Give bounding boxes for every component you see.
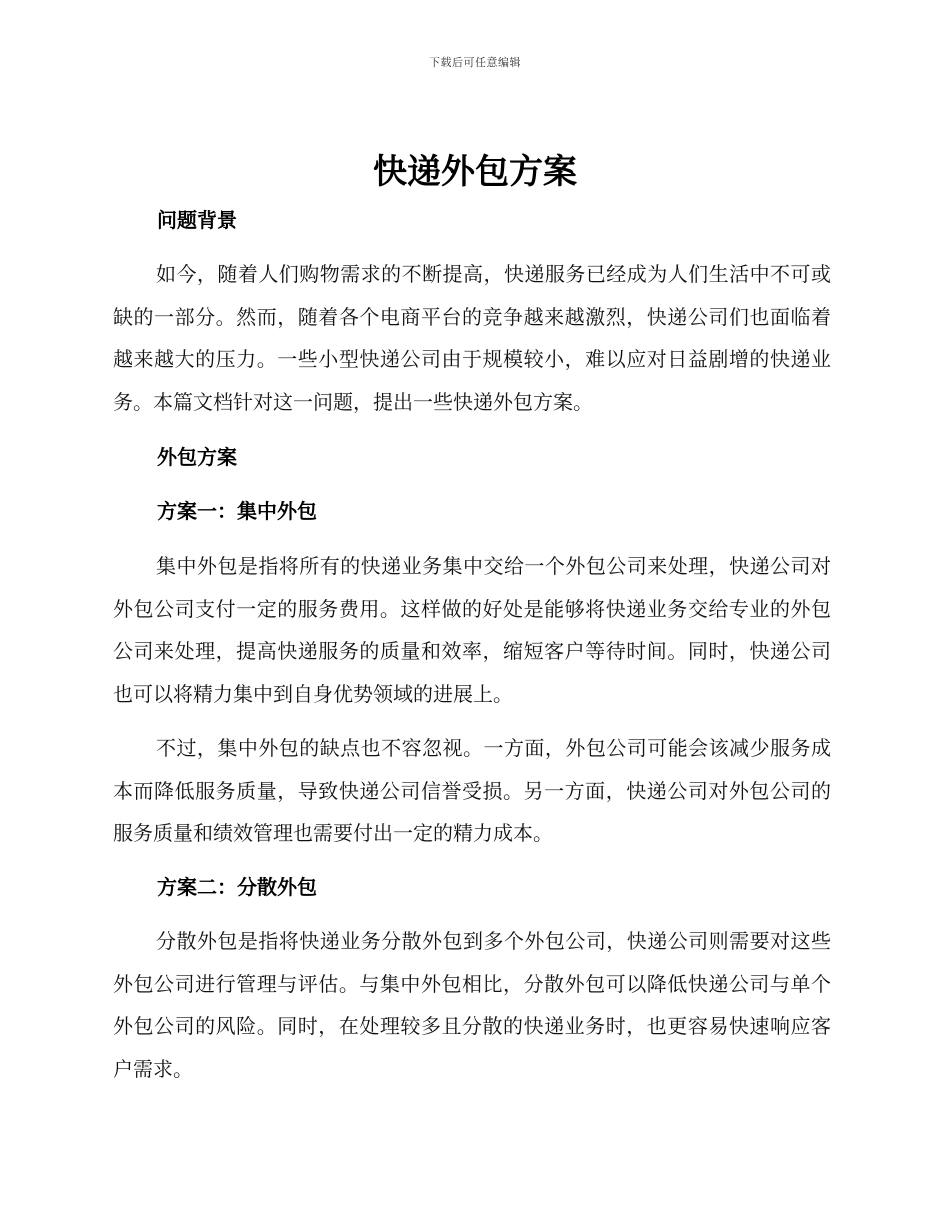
section-heading-outsourcing: 外包方案 (157, 445, 237, 469)
paragraph-plan-two-1: 分散外包是指将快递业务分散外包到多个外包公司，快递公司则需要对这些外包公司进行管理与评估。与集中外包相比，分散外包可以降低快递公司与单个外包公司的风险。同时，在处理较多且分散的快递业务时，也更容易快速响应客户需求。 (113, 929, 831, 1081)
document-title: 快递外包方案 (373, 152, 577, 192)
page-header-note: 下载后可任意编辑 (429, 56, 521, 69)
subsection-heading-plan-two: 方案二：分散外包 (157, 875, 317, 899)
paragraph-background: 如今，随着人们购物需求的不断提高，快递服务已经成为人们生活中不可或缺的一部分。然而，随着各个电商平台的竞争越来越激烈，快递公司们也面临着越来越大的压力。一些小型快递公司由于规模较小，难以应对日益剧增的快递业务。本篇文档针对这一问题，提出一些快递外包方案。 (113, 262, 831, 414)
subsection-heading-plan-one: 方案一：集中外包 (157, 499, 317, 523)
paragraph-plan-one-2: 不过，集中外包的缺点也不容忽视。一方面，外包公司可能会该减少服务成本而降低服务质量，导致快递公司信誉受损。另一方面，快递公司对外包公司的服务质量和绩效管理也需要付出一定的精力成本。 (113, 736, 831, 845)
paragraph-plan-one-1: 集中外包是指将所有的快递业务集中交给一个外包公司来处理，快递公司对外包公司支付一定的服务费用。这样做的好处是能够将快递业务交给专业的外包公司来处理，提高快递服务的质量和效率，缩短客户等待时间。同时，快递公司也可以将精力集中到自身优势领域的进展上。 (113, 554, 831, 706)
section-heading-background: 问题背景 (157, 208, 237, 232)
